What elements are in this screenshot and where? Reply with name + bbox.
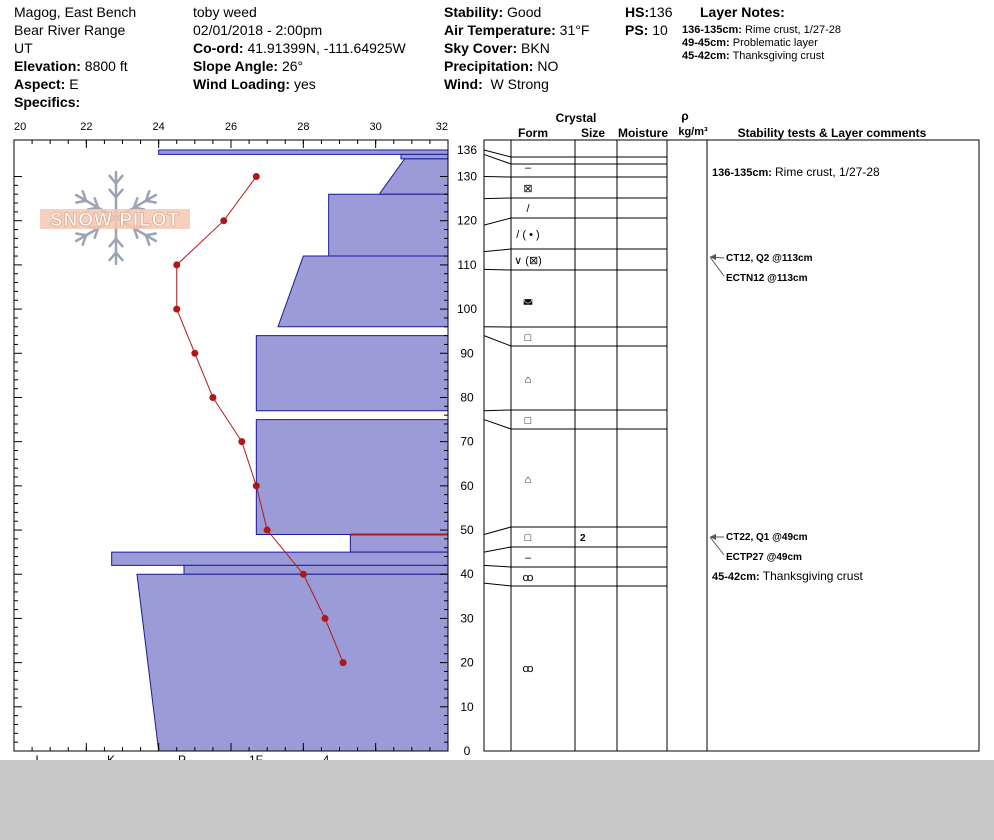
temp-tick-label: 26 <box>224 121 238 133</box>
stability-test: CT22, Q1 @49cm <box>726 532 808 543</box>
bottom-panel <box>0 760 994 840</box>
elevation: Elevation: 8800 ft <box>14 58 128 74</box>
stability-arrow <box>710 537 724 555</box>
temperature-point <box>253 482 260 489</box>
height-tick-label: 30 <box>460 611 474 626</box>
column-header-rho: ρ <box>681 109 689 123</box>
crystal-form-symbol: – <box>524 162 532 174</box>
penetration: PS: 10 <box>625 22 668 38</box>
temp-tick-label: 28 <box>297 121 310 133</box>
crystal-size-value: 2 <box>580 533 586 544</box>
height-tick-label: 136 <box>456 143 478 157</box>
layer-leader <box>484 336 511 346</box>
temp-tick-label: 20 <box>14 121 27 133</box>
precipitation: Precipitation: NO <box>444 58 559 74</box>
layer-comment-range: 136-135cm: <box>712 167 775 179</box>
height-tick-label: 130 <box>456 169 478 184</box>
temperature-point <box>220 217 227 224</box>
height-tick-label: 70 <box>460 434 474 449</box>
air-temperature: Air Temperature: 31°F <box>444 22 590 38</box>
column-header-moisture: Moisture <box>617 126 669 140</box>
stability-test: ECTP27 @49cm <box>726 552 802 563</box>
stability-test: ECTN12 @113cm <box>726 273 808 284</box>
snowflake-branch <box>146 233 156 235</box>
height-tick-label: 20 <box>460 655 474 670</box>
layer-note: 49-45cm: Problematic layer <box>682 37 818 49</box>
observer: toby weed <box>193 4 257 20</box>
crystal-form-symbol: / <box>526 203 530 215</box>
layer-leader <box>484 583 511 586</box>
layer-leader <box>484 410 511 411</box>
temperature-point <box>340 659 347 666</box>
height-tick-label: 110 <box>457 257 477 272</box>
column-header-density-unit: kg/m³ <box>678 126 708 138</box>
stability-arrow-head <box>710 534 716 540</box>
crystal-form-symbol: ⊠ <box>523 183 533 195</box>
layer-comment <box>712 165 880 179</box>
hardness-layers <box>112 150 448 751</box>
slope-angle: Slope Angle: 26° <box>193 58 304 74</box>
hardness-layer <box>401 154 448 158</box>
layer-leader <box>484 218 511 225</box>
wind-loading: Wind Loading: yes <box>193 76 316 92</box>
temperature-point <box>173 261 180 268</box>
height-tick-label: 40 <box>460 567 474 582</box>
temp-tick-label: 24 <box>152 121 165 133</box>
location: Magog, East Bench <box>14 4 137 20</box>
logo-text: SNOW PILOT <box>49 210 181 231</box>
coordinates: Co-ord: 41.91399N, -111.64925W <box>193 40 406 56</box>
hardness-layer <box>137 574 448 751</box>
temperature-point <box>173 306 180 313</box>
height-tick-label: 100 <box>456 302 478 317</box>
layer-leader <box>484 249 511 252</box>
layer-note: 45-42cm: Thanksgiving crust <box>682 50 825 62</box>
table-border <box>484 140 979 751</box>
temperature-point <box>253 173 260 180</box>
layer-notes-title: Layer Notes: <box>700 4 785 20</box>
temperature-point <box>238 438 245 445</box>
height-tick-label: 120 <box>456 213 478 228</box>
crystal-form-symbol: ◛ <box>522 293 534 305</box>
snowflake-branch <box>76 201 86 203</box>
stability-arrow-head <box>710 254 716 260</box>
sky-cover: Sky Cover: BKN <box>444 40 550 56</box>
stability-arrow <box>710 257 724 276</box>
layer-comment-text: Rime crust, 1/27-28 <box>775 165 880 179</box>
crystal-form-symbol: / ( • ) <box>516 229 540 241</box>
height-of-snow: HS:136 <box>625 4 673 20</box>
crystal-form-symbol: ⌂ <box>524 474 532 486</box>
crystal-form-symbol: ⌂ <box>524 374 532 386</box>
layer-leader <box>484 198 511 199</box>
specifics: Specifics: <box>14 94 81 110</box>
layer-comment-range: 45-42cm: <box>712 571 763 583</box>
height-tick-label: 50 <box>460 523 474 538</box>
snowflake-branch <box>146 201 156 203</box>
temperature-point <box>300 571 307 578</box>
range: Bear River Range <box>14 22 126 38</box>
hardness-layer <box>329 194 448 256</box>
layer-comment-text: Thanksgiving crust <box>762 569 863 583</box>
stability: Stability: Good <box>444 4 542 20</box>
layer-comment <box>712 569 863 583</box>
crystal-form-symbol: □ <box>524 415 532 427</box>
crystal-form-symbol: ∨ (⊠) <box>514 255 542 267</box>
hardness-layer <box>159 150 448 154</box>
hardness-layer <box>278 256 448 327</box>
layer-note: 136-135cm: Rime crust, 1/27-28 <box>682 24 841 36</box>
temp-tick-label: 32 <box>435 121 448 133</box>
hardness-layer <box>256 336 448 411</box>
aspect: Aspect: E <box>14 76 79 92</box>
height-tick-label: 10 <box>460 699 474 714</box>
crystal-form-symbol: □ <box>524 332 532 344</box>
hardness-layer <box>184 565 448 574</box>
temperature-point <box>264 527 271 534</box>
snowpilot-logo <box>40 172 190 264</box>
column-header-crystal: Crystal <box>555 111 597 125</box>
crystal-form-symbol: □ <box>524 532 532 544</box>
temp-tick-label: 22 <box>80 121 93 133</box>
layer-leader <box>484 269 511 270</box>
column-header-form: Form <box>518 126 548 140</box>
temperature-point <box>322 615 329 622</box>
temperature-point <box>209 394 216 401</box>
snowflake-branch <box>76 233 86 235</box>
hardness-layer <box>350 534 448 552</box>
height-tick-label: 0 <box>463 744 471 758</box>
crystal-form-symbol: – <box>524 552 532 564</box>
height-tick-label: 90 <box>460 346 474 361</box>
height-tick-label: 60 <box>460 478 474 493</box>
wind: Wind: W Strong <box>444 76 549 92</box>
stability-test: CT12, Q2 @113cm <box>726 253 813 264</box>
layer-table <box>484 109 979 751</box>
height-tick-label: 80 <box>460 390 474 405</box>
crystal-form-symbol: ꝏ <box>522 663 534 675</box>
hardness-layer <box>379 159 448 194</box>
layer-leader <box>484 565 511 567</box>
layer-leader <box>484 420 511 429</box>
column-header-comments: Stability tests & Layer comments <box>737 126 927 140</box>
temp-tick-label: 30 <box>369 121 382 133</box>
column-header-size: Size <box>580 126 606 140</box>
hardness-layer <box>256 420 448 535</box>
state: UT <box>14 40 33 56</box>
layer-leader <box>484 547 511 552</box>
hardness-layer <box>112 552 448 565</box>
crystal-form-symbol: ꝏ <box>522 572 534 584</box>
temperature-point <box>191 350 198 357</box>
layer-leader <box>484 527 511 534</box>
datetime: 02/01/2018 - 2:00pm <box>193 22 323 38</box>
